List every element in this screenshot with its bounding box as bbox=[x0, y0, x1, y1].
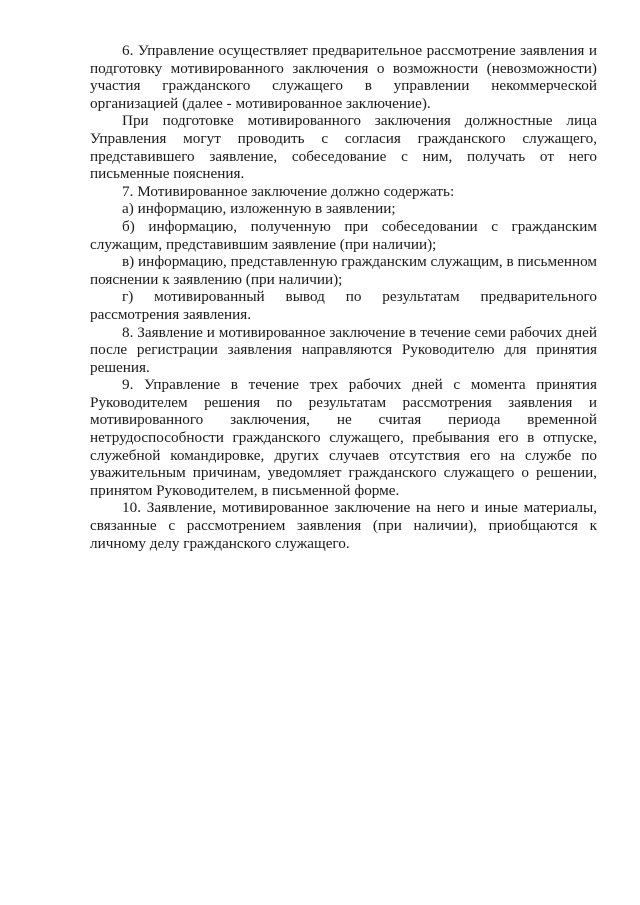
paragraph-10: 10. Заявление, мотивированное заключение на него и иные материалы, связанные с рассмотрением заявления (при наличии), приобщаются к личному делу гражданского служащего. bbox=[90, 499, 597, 552]
document-page bbox=[90, 42, 597, 552]
paragraph-7c: в) информацию, представленную гражданским служащим, в письменном пояснении к заявлению (при наличии); bbox=[90, 253, 597, 288]
paragraph-7a: а) информацию, изложенную в заявлении; bbox=[122, 200, 396, 218]
paragraph-6-note: При подготовке мотивированного заключения должностные лица Управления могут проводить с согласия гражданского служащего, представившего заявление, собеседование с ним, получать от него письменные пояснения. bbox=[90, 112, 597, 183]
paragraph-9: 9. Управление в течение трех рабочих дней с момента принятия Руководителем решения по результатам рассмотрения заявления и мотивированного заключения, не считая периода временной нетрудоспособности гражданского служащего, пребывания его в отпуске, служебной командировке, других случаев отсутствия его на службе по уважительным причинам, уведомляет гражданского служащего о решении, принятом Руководителем, в письменной форме. bbox=[90, 376, 597, 499]
paragraph-7d: г) мотивированный вывод по результатам предварительного рассмотрения заявления. bbox=[90, 288, 597, 323]
paragraph-7b: б) информацию, полученную при собеседовании с гражданским служащим, представившим заявление (при наличии); bbox=[90, 217, 597, 253]
paragraph-6: 6. Управление осуществляет предварительное рассмотрение заявления и подготовку мотивированного заключения о возможности (невозможности) участия гражданского служащего в управлении некоммерческой организацией (далее - мотивированное заключение). bbox=[90, 42, 597, 112]
paragraph-8: 8. Заявление и мотивированное заключение в течение семи рабочих дней после регистрации заявления направляются Руководителю для принятия решения. bbox=[90, 323, 597, 376]
paragraph-7: 7. Мотивированное заключение должно содержать: bbox=[122, 182, 455, 200]
